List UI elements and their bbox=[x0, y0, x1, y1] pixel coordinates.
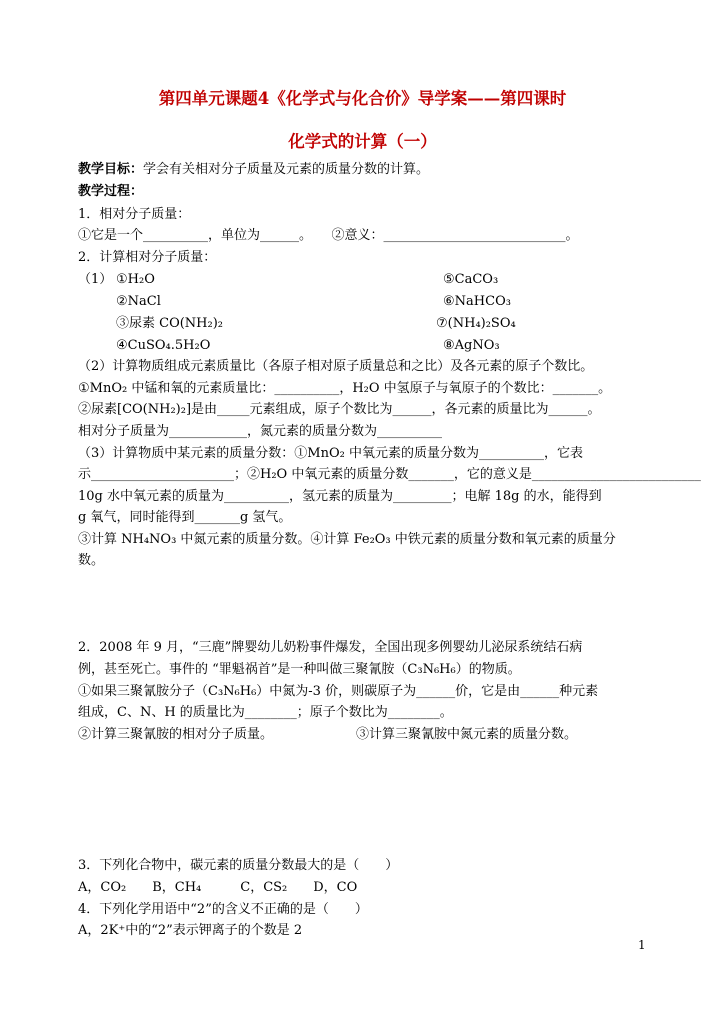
calc-item: ①H₂O bbox=[116, 272, 155, 287]
page-title: 第四单元课题4《化学式与化合价》导学案——第四课时 bbox=[158, 89, 567, 108]
page-subtitle: 化学式的计算（一） bbox=[288, 132, 437, 151]
text-line: 组成，C、N、H 的质量比为________；原子个数比为________。 bbox=[78, 705, 453, 720]
text-line: 例，甚至死亡。事件的 “罪魁祸首”是一种叫做三聚氰胺（C₃N₆H₆）的物质。 bbox=[78, 662, 521, 677]
calc-item: ⑧AgNO₃ bbox=[443, 338, 500, 353]
text-line: 1．相对分子质量： bbox=[78, 207, 191, 222]
goal-text: 学会有关相对分子质量及元素的质量分数的计算。 bbox=[143, 162, 430, 177]
text-line: （2）计算物质组成元素质量比（各原子相对原子质量总和之比）及各元素的原子个数比。 bbox=[78, 359, 594, 374]
text-line: 4．下列化学用语中“2”的含义不正确的是（ ） bbox=[78, 902, 368, 917]
text-line: 数。 bbox=[78, 553, 105, 568]
text-line: 示______________________；②H₂O 中氧元素的质量分数_______，它的意义是__________________________ bbox=[78, 467, 701, 482]
question-3-part: ③计算三聚氰胺中氮元素的质量分数。 bbox=[356, 727, 578, 742]
text-line: ①MnO₂ 中锰和氧的元素质量比：__________，H₂O 中氢原子与氧原子的个数比：_______。 bbox=[78, 381, 612, 396]
goal-label: 教学目标： bbox=[78, 162, 144, 177]
text-line: ①如果三聚氰胺分子（C₃N₆H₆）中氮为-3 价，则碳原子为______价，它是由______种元素 bbox=[78, 684, 599, 699]
text-line: 10g 水中氧元素的质量为__________，氢元素的质量为_________；电解 18g 的水，能得到 bbox=[78, 489, 602, 504]
text-line: g 氧气，同时能得到_______g 氢气。 bbox=[78, 510, 292, 525]
text-line: A，CO₂ B，CH₄ C，CS₂ D，CO bbox=[78, 880, 358, 895]
text-line: ③计算 NH₄NO₃ 中氮元素的质量分数。④计算 Fe₂O₃ 中铁元素的质量分数和氧元素的质量分 bbox=[78, 532, 616, 547]
calc-item: ②NaCl bbox=[116, 294, 161, 309]
question-2-part: ②计算三聚氰胺的相对分子质量。 bbox=[78, 727, 274, 742]
calc-item: ⑦(NH₄)₂SO₄ bbox=[436, 316, 516, 331]
text-line: 2．计算相对分子质量： bbox=[78, 250, 217, 265]
text-line: 相对分子质量为____________，氮元素的质量分数为__________ bbox=[78, 424, 443, 439]
text-line: ①它是一个__________，单位为______。 ②意义：____________________________。 bbox=[78, 228, 579, 243]
calc-item: ③尿素 CO(NH₂)₂ bbox=[116, 316, 224, 331]
calc-label: （1） bbox=[78, 272, 113, 287]
calc-item: ④CuSO₄.5H₂O bbox=[116, 338, 211, 353]
calc-item: ⑥NaHCO₃ bbox=[443, 294, 511, 309]
text-line: 3．下列化合物中，碳元素的质量分数最大的是（ ） bbox=[78, 858, 399, 873]
text-line: ②尿素[CO(NH₂)₂]是由_____元素组成，原子个数比为______，各元素的质量比为______。 bbox=[78, 402, 601, 417]
text-line: 2．2008 年 9 月，“三鹿”牌婴幼儿奶粉事件爆发，全国出现多例婴幼儿泌尿系统结石病 bbox=[78, 640, 583, 655]
process-label: 教学过程： bbox=[78, 184, 144, 199]
page-number: 1 bbox=[638, 938, 646, 952]
calc-item: ⑤CaCO₃ bbox=[443, 272, 499, 287]
text-line: A，2K⁺中的“2”表示钾离子的个数是 2 bbox=[78, 923, 303, 938]
text-line: （3）计算物质中某元素的质量分数：①MnO₂ 中氧元素的质量分数为__________，它表 bbox=[78, 446, 583, 461]
teaching-goal bbox=[78, 160, 429, 180]
